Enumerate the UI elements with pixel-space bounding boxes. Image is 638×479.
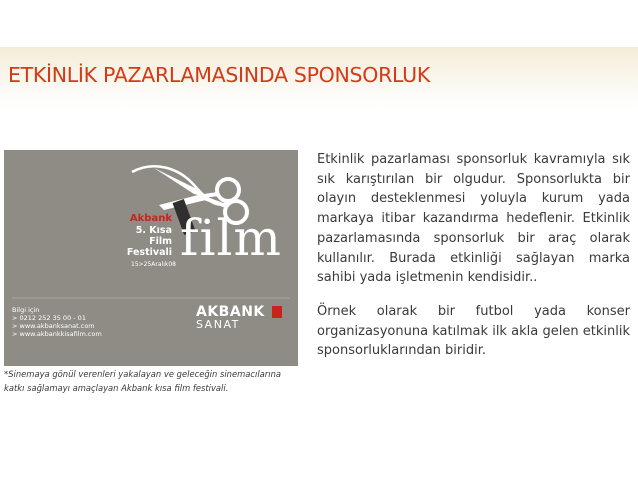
poster-info-heading: Bilgi için [12,306,40,314]
poster-info-line: > www.akbankkisafilm.com [12,330,102,338]
scissor-handle-icon [217,179,239,201]
poster-film-word: film [180,209,282,267]
slide-title: ETKİNLİK PAZARLAMASINDA SPONSORLUK [8,63,430,87]
akbank-sanat-logo: AKBANK SANAT [196,304,286,331]
akbank-logo-mark-icon [272,306,282,318]
body-text [317,150,630,361]
poster-contact-info [12,306,102,338]
poster-info-line: > 0212 252 35 00 - 01 [12,314,86,322]
poster-dates: 15>25Aralık08 [131,261,176,268]
festival-poster [4,150,298,366]
body-paragraph: Örnek olarak bir futbol yada konser organizasyonuna katılmak ilk akla gelen etkinlik sponsorluklarından biridir. [317,303,630,359]
poster-caption: *Sinemaya gönül verenleri yakalayan ve geleceğin sinemacılarına katkı sağlamayı amaçlayan Akbank kısa film festivali. [4,369,282,393]
poster-akbank-label: Akbank [129,213,172,224]
poster-festival-name: 5. Kısa Film Festivali [126,225,172,258]
poster-info-line: > www.akbanksanat.com [12,322,95,330]
body-paragraph: Etkinlik pazarlaması sponsorluk kavramıyla sık sık karıştırılan bir olgudur. Sponsorlukta bir olayın desteklenmesi yoluyla kurum yada markaya itibar kazandırma hedeflenir. Etkinlik pazarlamasında sponsorluk bir araç olarak kullanılır. Burada etkinliği sağlayan marka sahibi yada işletmenin kendisidir.. [317,152,630,286]
